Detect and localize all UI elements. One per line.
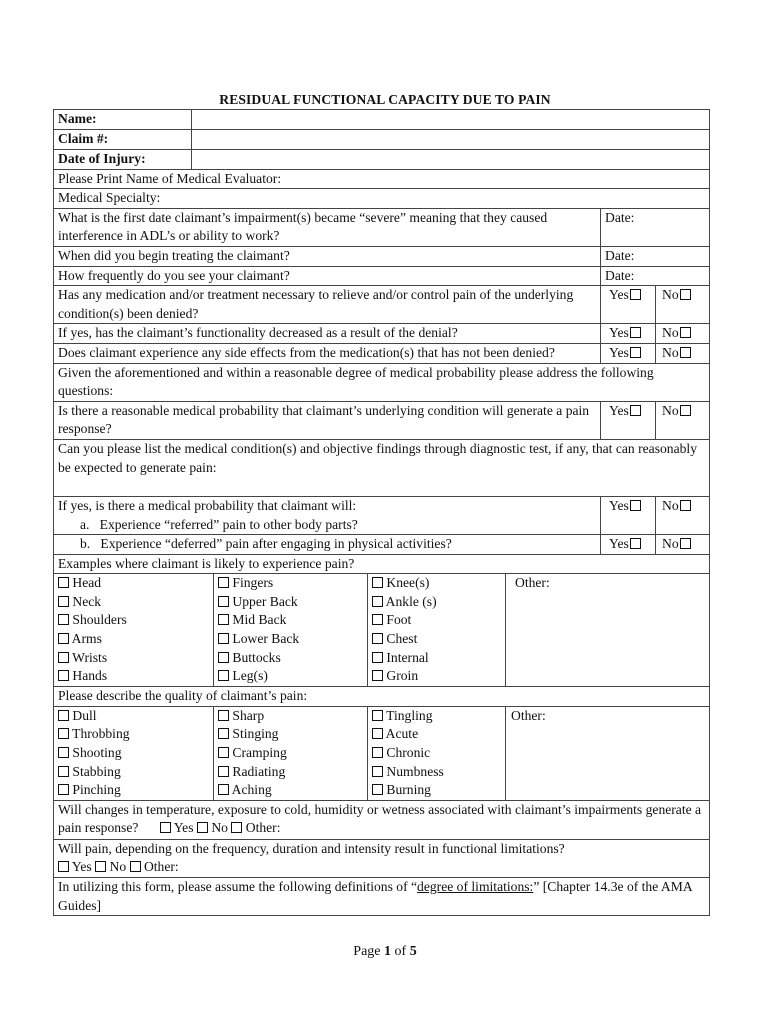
- date-label: Date:: [605, 209, 635, 225]
- checkbox[interactable]: [58, 614, 69, 625]
- checkbox-item-upper-back[interactable]: [218, 593, 367, 612]
- checkbox[interactable]: [372, 710, 383, 721]
- option-label: Burning: [386, 782, 431, 798]
- option-label: Shooting: [72, 745, 122, 761]
- temperature-question: Will changes in temperature, exposure to cold, humidity or wetness associated with claimant’s impairments generate a pain response?: [58, 801, 702, 836]
- first-date-question: What is the first date claimant’s impairment(s) became “severe” meaning that they caused interference in ADL’s or ability to work?: [54, 208, 601, 246]
- deferred-yes[interactable]: [601, 535, 656, 555]
- checkbox-item-lower-back[interactable]: [218, 630, 367, 649]
- option-label: Dull: [72, 707, 97, 723]
- name-label: Name:: [54, 110, 192, 130]
- checkbox[interactable]: [372, 596, 383, 607]
- option-label: Arms: [71, 631, 102, 647]
- begin-treating-question: When did you begin treating the claimant?: [54, 246, 601, 266]
- option-label: Chest: [386, 631, 418, 647]
- checkbox-item-tingling[interactable]: [372, 707, 505, 726]
- checkbox-item-aching[interactable]: [218, 781, 367, 800]
- yes-label: Yes: [609, 325, 629, 341]
- no-label: No: [211, 820, 228, 836]
- date-label: Date:: [605, 267, 635, 283]
- option-label: Numbness: [386, 763, 444, 779]
- item-a-text: Experience “referred” pain to other body parts?: [99, 516, 358, 532]
- no-label: No: [662, 402, 679, 418]
- page-of: of: [391, 944, 410, 959]
- reasonable-probability-question: Is there a reasonable medical probability that claimant’s underlying condition will generate a pain response?: [54, 401, 601, 439]
- option-label: Leg(s): [232, 668, 268, 684]
- functionality-decreased-question: If yes, has the claimant’s functionality decreased as a result of the denial?: [54, 324, 601, 344]
- quality-col-2: [214, 706, 368, 800]
- checkbox-item-burning[interactable]: [372, 781, 505, 800]
- checkbox[interactable]: [372, 747, 383, 758]
- no-label: No: [662, 536, 679, 552]
- option-label: Pinching: [72, 782, 121, 798]
- checkbox[interactable]: [372, 670, 383, 681]
- item-b-text: Experience “deferred” pain after engaging in physical activities?: [100, 536, 452, 552]
- checkbox-item-sharp[interactable]: [218, 707, 367, 726]
- yes-checkbox[interactable]: [630, 538, 641, 549]
- no-checkbox[interactable]: [680, 500, 691, 511]
- checkbox-item-shoulders[interactable]: [58, 611, 213, 630]
- no-checkbox[interactable]: [680, 538, 691, 549]
- checkbox[interactable]: [372, 784, 383, 795]
- list-conditions-field[interactable]: [54, 439, 710, 496]
- checkbox[interactable]: [218, 710, 229, 721]
- no-checkbox[interactable]: [680, 347, 691, 358]
- checkbox[interactable]: [58, 747, 69, 758]
- temperature-other-checkbox[interactable]: [231, 822, 242, 833]
- checkbox-item-buttocks[interactable]: [218, 649, 367, 668]
- yes-checkbox[interactable]: [630, 405, 641, 416]
- quality-col-3: [368, 706, 506, 800]
- checkbox[interactable]: [58, 577, 69, 588]
- checkbox[interactable]: [372, 577, 383, 588]
- option-label: Foot: [386, 612, 412, 628]
- temperature-block: [54, 800, 710, 839]
- quality-col-1: [54, 706, 214, 800]
- other-label: Other:: [515, 575, 550, 591]
- checkbox-item-foot[interactable]: [372, 611, 505, 630]
- checkbox-item-head[interactable]: [58, 574, 213, 593]
- deferred-no[interactable]: [656, 535, 710, 555]
- will-pain-other-checkbox[interactable]: [130, 861, 141, 872]
- first-date-field[interactable]: [601, 208, 710, 246]
- checkbox-item-radiating[interactable]: [218, 763, 367, 782]
- date-label: Date:: [605, 247, 635, 263]
- aforementioned-text: Given the aforementioned and within a reasonable degree of medical probability please address the following questions:: [54, 363, 710, 401]
- functionality-yes[interactable]: [601, 324, 656, 344]
- checkbox[interactable]: [218, 577, 229, 588]
- temperature-no-checkbox[interactable]: [197, 822, 208, 833]
- referred-yes[interactable]: [601, 496, 656, 534]
- checkbox-item-wrists[interactable]: [58, 649, 213, 668]
- date-of-injury-field[interactable]: [192, 150, 710, 170]
- degree-of-limitations-link: degree of limitations:: [417, 879, 534, 895]
- checkbox-item-internal[interactable]: [372, 649, 505, 668]
- item-b: b. Experience “deferred” pain after engaging in physical activities?: [54, 535, 601, 555]
- option-label: Acute: [385, 726, 419, 742]
- side-effects-yes[interactable]: [601, 343, 656, 363]
- option-label: Throbbing: [72, 726, 130, 742]
- option-label: Wrists: [72, 649, 108, 665]
- option-label: Stabbing: [72, 763, 121, 779]
- rfc-form-table: [53, 109, 710, 916]
- temperature-yes-checkbox[interactable]: [160, 822, 171, 833]
- date-of-injury-label: Date of Injury:: [54, 150, 192, 170]
- option-label: Groin: [386, 668, 419, 684]
- list-conditions-question: Can you please list the medical condition(s) and objective findings through diagnostic test, if any, that can reasonably be expected to generate pain:: [58, 440, 697, 475]
- option-label: Sharp: [232, 707, 265, 723]
- option-label: Hands: [72, 668, 108, 684]
- no-label: No: [662, 344, 679, 360]
- claim-label: Claim #:: [54, 130, 192, 150]
- option-label: Ankle (s): [385, 593, 437, 609]
- no-label: No: [662, 497, 679, 513]
- checkbox-item-legs[interactable]: [218, 667, 367, 686]
- yes-label: Yes: [609, 402, 629, 418]
- yes-label: Yes: [609, 536, 629, 552]
- checkbox-item-mid-back[interactable]: [218, 611, 367, 630]
- body-col-3: [368, 574, 506, 687]
- examples-where-heading: Examples where claimant is likely to experience pain?: [54, 554, 710, 574]
- begin-treating-date-field[interactable]: [601, 246, 710, 266]
- body-col-2: [214, 574, 368, 687]
- option-label: Tingling: [386, 707, 433, 723]
- checkbox[interactable]: [372, 652, 383, 663]
- describe-quality-heading: Please describe the quality of claimant’s pain:: [54, 687, 710, 707]
- option-label: Neck: [72, 593, 102, 609]
- checkbox[interactable]: [58, 766, 69, 777]
- page-number: [0, 944, 770, 960]
- if-yes-question: If yes, is there a medical probability that claimant will:: [58, 497, 357, 513]
- checkbox[interactable]: [58, 784, 69, 795]
- option-label: Internal: [386, 649, 429, 665]
- no-label: No: [662, 325, 679, 341]
- yes-checkbox[interactable]: [630, 289, 641, 300]
- specialty-row[interactable]: [54, 189, 710, 209]
- other-label: Other:: [143, 859, 179, 875]
- option-label: Aching: [231, 782, 272, 798]
- checkbox-item-neck[interactable]: [58, 593, 213, 612]
- medication-denied-yes[interactable]: [601, 286, 656, 324]
- functionality-no[interactable]: [656, 324, 710, 344]
- option-label: Buttocks: [232, 649, 281, 665]
- yes-checkbox[interactable]: [630, 327, 641, 338]
- checkbox[interactable]: [218, 747, 229, 758]
- checkbox-item-knees[interactable]: [372, 574, 505, 593]
- checkbox-item-stabbing[interactable]: [58, 763, 213, 782]
- checkbox-item-throbbing[interactable]: [58, 725, 213, 744]
- checkbox[interactable]: [218, 596, 229, 607]
- yes-checkbox[interactable]: [630, 347, 641, 358]
- checkbox[interactable]: [218, 728, 229, 739]
- side-effects-question: Does claimant experience any side effects from the medication(s) that has not been denied?: [54, 343, 601, 363]
- option-label: Shoulders: [72, 612, 127, 628]
- utilizing-suffix: ” [Chapter 14.3e of the AMA Guides]: [58, 879, 692, 913]
- option-label: Head: [72, 575, 102, 591]
- item-a: a. Experience “referred” pain to other body parts?: [80, 516, 358, 532]
- medication-denied-no[interactable]: [656, 286, 710, 324]
- other-label: Other:: [245, 820, 281, 836]
- side-effects-no[interactable]: [656, 343, 710, 363]
- checkbox-item-ankles[interactable]: [372, 593, 505, 612]
- other-label: Other:: [511, 707, 546, 723]
- how-frequently-question: How frequently do you see your claimant?: [54, 266, 601, 286]
- checkbox-item-acute[interactable]: [372, 725, 505, 744]
- yes-label: Yes: [609, 287, 629, 303]
- checkbox-item-groin[interactable]: [372, 667, 505, 686]
- option-label: Upper Back: [232, 593, 298, 609]
- checkbox-item-pinching[interactable]: [58, 781, 213, 800]
- no-label: No: [109, 859, 127, 875]
- checkbox-item-numbness[interactable]: [372, 763, 505, 782]
- checkbox-item-fingers[interactable]: [218, 574, 367, 593]
- checkbox-item-shooting[interactable]: [58, 744, 213, 763]
- how-frequently-date-field[interactable]: [601, 266, 710, 286]
- evaluator-name-label: Please Print Name of Medical Evaluator:: [58, 170, 282, 186]
- will-pain-block: [54, 839, 710, 877]
- checkbox-item-hands[interactable]: [58, 667, 213, 686]
- quality-other-field[interactable]: [506, 706, 710, 800]
- option-label: Fingers: [232, 575, 274, 591]
- probability-no[interactable]: [656, 401, 710, 439]
- checkbox[interactable]: [372, 614, 383, 625]
- option-label: Knee(s): [386, 575, 430, 591]
- checkbox-item-dull[interactable]: [58, 707, 213, 726]
- medication-denied-question: Has any medication and/or treatment necessary to relieve and/or control pain of the underlying condition(s) been denied?: [54, 286, 601, 324]
- checkbox-item-chronic[interactable]: [372, 744, 505, 763]
- checkbox[interactable]: [218, 784, 229, 795]
- will-pain-options: [58, 858, 709, 877]
- yes-label: Yes: [609, 497, 629, 513]
- checkbox[interactable]: [372, 728, 383, 739]
- option-label: Radiating: [232, 763, 286, 779]
- body-col-1: [54, 574, 214, 687]
- evaluator-name-row[interactable]: [54, 169, 710, 189]
- checkbox[interactable]: [58, 596, 69, 607]
- no-checkbox[interactable]: [680, 289, 691, 300]
- checkbox-item-stinging[interactable]: [218, 725, 367, 744]
- page-prefix: Page: [353, 944, 385, 959]
- checkbox[interactable]: [218, 614, 229, 625]
- no-checkbox[interactable]: [680, 405, 691, 416]
- option-label: Lower Back: [232, 631, 300, 647]
- will-pain-yes-checkbox[interactable]: [58, 861, 69, 872]
- no-label: No: [662, 287, 679, 303]
- checkbox[interactable]: [218, 766, 229, 777]
- checkbox[interactable]: [372, 633, 383, 644]
- yes-label: Yes: [173, 820, 194, 836]
- will-pain-no-checkbox[interactable]: [95, 861, 106, 872]
- probability-yes[interactable]: [601, 401, 656, 439]
- checkbox[interactable]: [218, 633, 229, 644]
- referred-no[interactable]: [656, 496, 710, 534]
- no-checkbox[interactable]: [680, 327, 691, 338]
- option-label: Chronic: [386, 745, 431, 761]
- if-yes-block: [54, 496, 601, 534]
- checkbox-item-cramping[interactable]: [218, 744, 367, 763]
- checkbox[interactable]: [58, 670, 69, 681]
- will-pain-question: Will pain, depending on the frequency, duration and intensity result in functional limitations?: [58, 840, 565, 856]
- body-other-field[interactable]: [506, 574, 710, 687]
- form-title: RESIDUAL FUNCTIONAL CAPACITY DUE TO PAIN: [219, 92, 551, 107]
- checkbox[interactable]: [218, 670, 229, 681]
- option-label: Stinging: [232, 726, 279, 742]
- yes-label: Yes: [71, 859, 92, 875]
- checkbox[interactable]: [58, 728, 69, 739]
- checkbox[interactable]: [58, 710, 69, 721]
- utilizing-prefix: In utilizing this form, please assume the following definitions of “: [58, 879, 418, 895]
- checkbox-item-chest[interactable]: [372, 630, 505, 649]
- checkbox[interactable]: [372, 766, 383, 777]
- checkbox[interactable]: [58, 633, 69, 644]
- checkbox[interactable]: [218, 652, 229, 663]
- page-total: 5: [409, 944, 417, 959]
- option-label: Mid Back: [232, 612, 287, 628]
- yes-label: Yes: [609, 344, 629, 360]
- option-label: Cramping: [232, 745, 287, 761]
- checkbox-item-arms[interactable]: [58, 630, 213, 649]
- name-field[interactable]: [192, 110, 710, 130]
- utilizing-form-text: [54, 878, 710, 916]
- specialty-label: Medical Specialty:: [58, 190, 161, 206]
- checkbox[interactable]: [58, 652, 69, 663]
- yes-checkbox[interactable]: [630, 500, 641, 511]
- claim-field[interactable]: [192, 130, 710, 150]
- page-current: 1: [384, 944, 392, 959]
